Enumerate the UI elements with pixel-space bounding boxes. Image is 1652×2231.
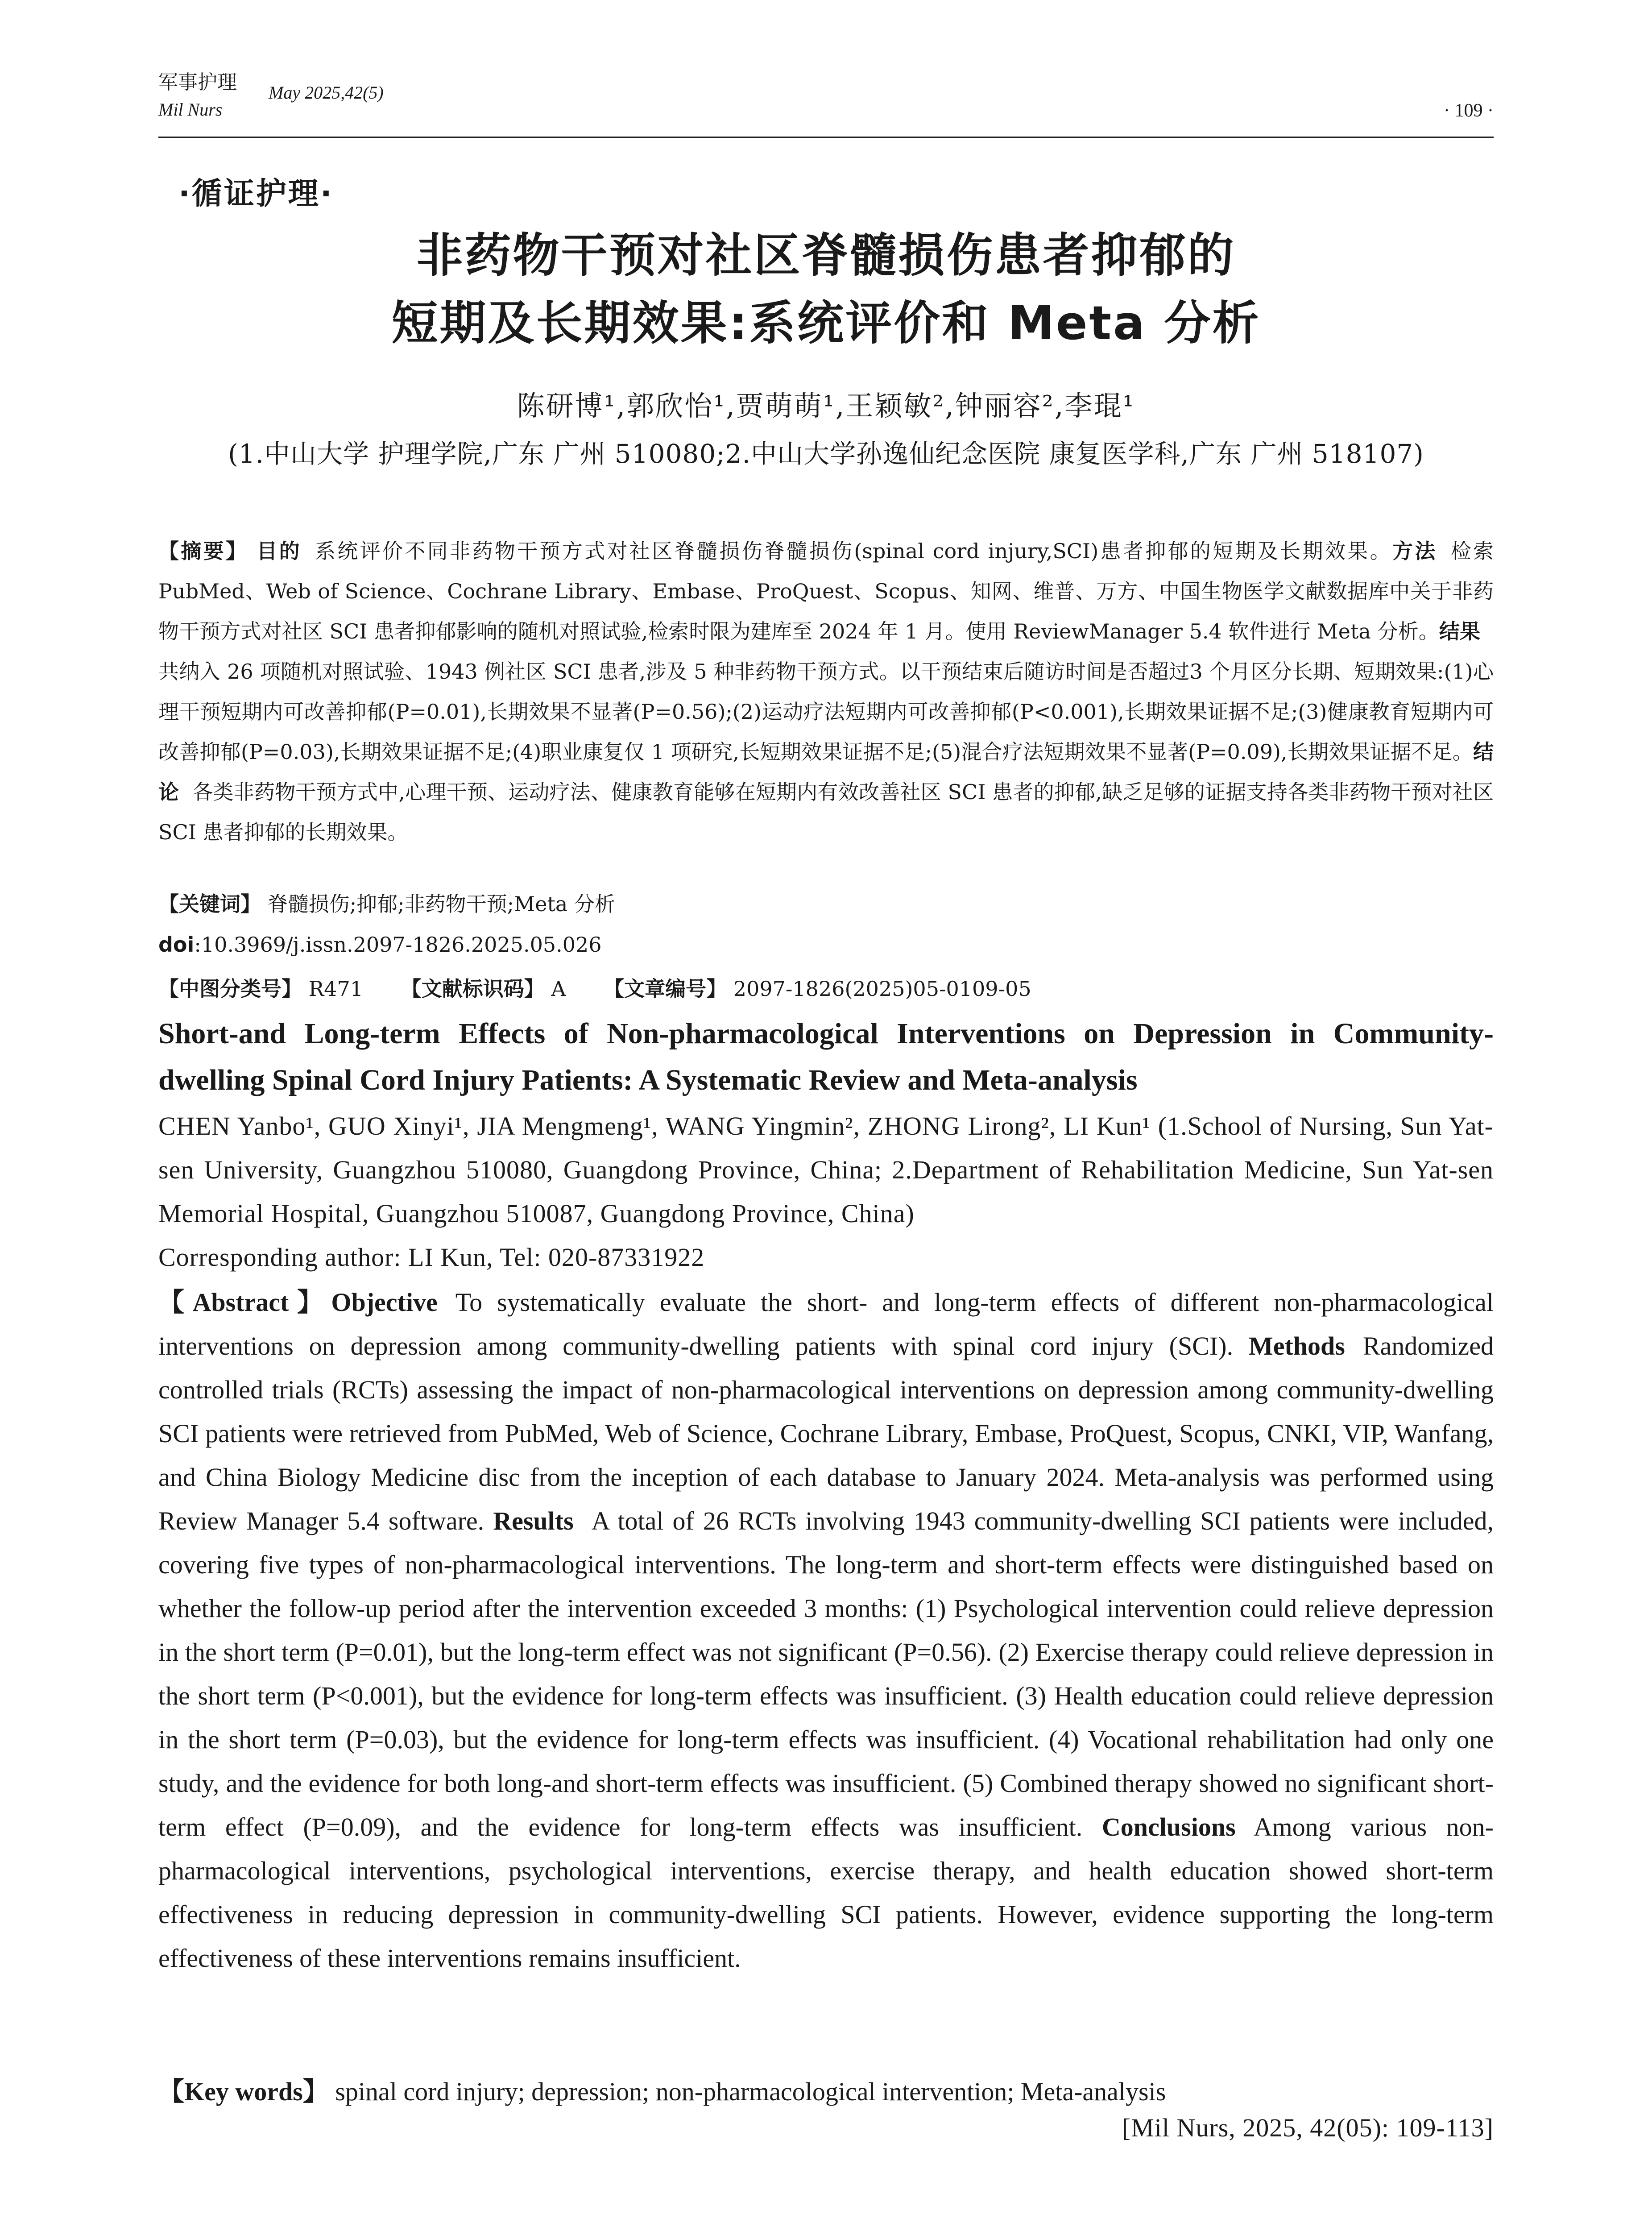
english-authors	[158, 1104, 1494, 1279]
en-objective-text: To systematically evaluate the short- and long-term effects of different non-pharmacological interventions on depression among community-dwelling patients with spinal cord injury (SCI).	[158, 1288, 1494, 1360]
keywords-label: 【关键词】	[158, 892, 261, 916]
en-results-text: A total of 26 RCTs involving 1943 community-dwelling SCI patients were included, covering five types of non-pharmacological interventions. The long-term and short-term effects were distinguished based on whether the follow-up period after the intervention exceeded 3 months: (1) Psychological intervention could relieve depression in the short term (P=0.01), but the long-term effect was not significant (P=0.56). (2) Exercise therapy could relieve depression in the short term (P<0.001), but the evidence for long-term effects was insufficient. (3) Health education could relieve depression in the short term (P=0.03), but the evidence for long-term effects was insufficient. (4) Vocational rehabilitation had only one study, and the evidence for both long-and short-term effects was insufficient. (5) Combined therapy showed no significant short-term effect (P=0.09), and the evidence for long-term effects was insufficient.	[158, 1506, 1494, 1841]
chinese-abstract	[158, 531, 1494, 852]
journal-abbreviation: Mil Nurs	[158, 100, 223, 120]
article-number-label: 【文章编号】	[604, 977, 727, 1001]
english-abstract	[158, 1281, 1494, 1980]
results-label: 结果	[1439, 619, 1480, 643]
objective-label: 目的	[257, 539, 302, 563]
results-text: 共纳入 26 项随机对照试验、1943 例社区 SCI 患者,涉及 5 种非药物干预方式。以干预结束后随访时间是否超过3 个月区分长期、短期效果:(1)心理干预短期内可改善抑郁(P=0.01),长期效果不显著(P=0.56);(2)运动疗法短期内可改善抑郁(P<0.001),长期效果证据不足;(3)健康教育短期内可改善抑郁(P=0.03),长期效果证据不足;(4)职业康复仅 1 项研究,长短期效果证据不足;(5)混合疗法短期效果不显著(P=0.09),长期效果证据不足。	[158, 659, 1494, 764]
methods-text: 检索 PubMed、Web of Science、Cochrane Library、Embase、ProQuest、Scopus、知网、维普、万方、中国生物医学文献数据库中关于非药物干预方式对社区 SCI 患者抑郁影响的随机对照试验,检索时限为建库至 2024 年 1 月。使用 ReviewManager 5.4 软件进行 Meta 分析。	[158, 539, 1494, 643]
doc-code-value: A	[551, 977, 566, 1001]
en-keywords-text: spinal cord injury; depression; non-pharmacological intervention; Meta-analysis	[335, 2077, 1166, 2106]
classification-line	[158, 973, 1494, 1002]
clc-value: R471	[308, 977, 364, 1001]
english-author-affiliations: CHEN Yanbo¹, GUO Xinyi¹, JIA Mengmeng¹, WANG Yingmin², ZHONG Lirong², LI Kun¹ (1.School of Nursing, Sun Yat-sen University, Guangzhou 510080, Guangdong Province, China; 2.Department of Rehabilitation Medicine, Sun Yat-sen Memorial Hospital, Guangzhou 510087, Guangdong Province, China)	[158, 1111, 1494, 1228]
en-abstract-label: 【Abstract】	[158, 1288, 331, 1317]
en-conclusions-label: Conclusions	[1101, 1812, 1236, 1841]
column-heading: ·循证护理·	[178, 176, 334, 211]
citation: [Mil Nurs, 2025, 42(05): 109-113]	[1122, 2113, 1494, 2142]
en-objective-label: Objective	[331, 1288, 438, 1317]
en-keywords-label: 【Key words】	[158, 2077, 329, 2106]
article-number-value: 2097-1826(2025)05-0109-05	[733, 977, 1031, 1001]
en-conclusions-text: Among various non-pharmacological interventions, psychological interventions, exercise therapy, and health education showed short-term effectiveness in reducing depression in community-dwelling SCI patients. However, evidence supporting the long-term effectiveness of these interventions remains insufficient.	[158, 1812, 1494, 1973]
clc-label: 【中图分类号】	[158, 977, 302, 1001]
keywords-line	[158, 888, 1494, 917]
page-number: · 109 ·	[1444, 100, 1494, 121]
keywords-text: 脊髓损伤;抑郁;非药物干预;Meta 分析	[267, 892, 615, 916]
en-results-label: Results	[493, 1506, 574, 1535]
article-title-line-2: 短期及长期效果:系统评价和 Meta 分析	[391, 296, 1261, 350]
doi-text: :10.3969/j.issn.2097-1826.2025.05.026	[194, 933, 602, 957]
article-title-line-1: 非药物干预对社区脊髓损伤患者抑郁的	[416, 228, 1236, 282]
en-methods-label: Methods	[1248, 1331, 1345, 1360]
english-keywords	[158, 2070, 1494, 2108]
issue-info: May 2025,42(5)	[269, 83, 384, 103]
doi-line	[158, 933, 1494, 957]
english-title: Short-and Long-term Effects of Non-pharmacological Interventions on Depression in Community-dwelling Spinal Cord Injury Patients: A Systematic Review and Meta-analysis	[158, 1017, 1494, 1096]
conclusion-text: 各类非药物干预方式中,心理干预、运动疗法、健康教育能够在短期内有效改善社区 SCI 患者的抑郁,缺乏足够的证据支持各类非药物干预对社区 SCI 患者抑郁的长期效果。	[158, 780, 1494, 844]
en-methods-text: Randomized controlled trials (RCTs) assessing the impact of non-pharmacological interventions on depression among community-dwelling SCI patients were retrieved from PubMed, Web of Science, Cochrane Library, Embase, ProQuest, Scopus, CNKI, VIP, Wanfang, and China Biology Medicine disc from the inception of each database to January 2024. Meta-analysis was performed using Review Manager 5.4 software.	[158, 1331, 1494, 1535]
author-list: 陈研博¹,郭欣怡¹,贾萌萌¹,王颖敏²,钟丽容²,李琨¹	[517, 390, 1135, 422]
affiliations: (1.中山大学 护理学院,广东 广州 510080;2.中山大学孙逸仙纪念医院 康复医学科,广东 广州 518107)	[228, 439, 1424, 469]
doi-label: doi	[158, 933, 195, 957]
objective-text: 系统评价不同非药物干预方式对社区脊髓损伤脊髓损伤(spinal cord injury,SCI)患者抑郁的短期及长期效果。	[315, 539, 1392, 563]
abstract-label: 【摘要】	[158, 539, 248, 563]
corresponding-author: Corresponding author: LI Kun, Tel: 020-87331922	[158, 1243, 705, 1272]
conclusion-label: 结论	[158, 740, 1494, 804]
doc-code-label: 【文献标识码】	[401, 977, 545, 1001]
journal-name: 军事护理	[158, 71, 237, 94]
header-divider	[158, 137, 1494, 138]
methods-label: 方法	[1392, 539, 1437, 563]
